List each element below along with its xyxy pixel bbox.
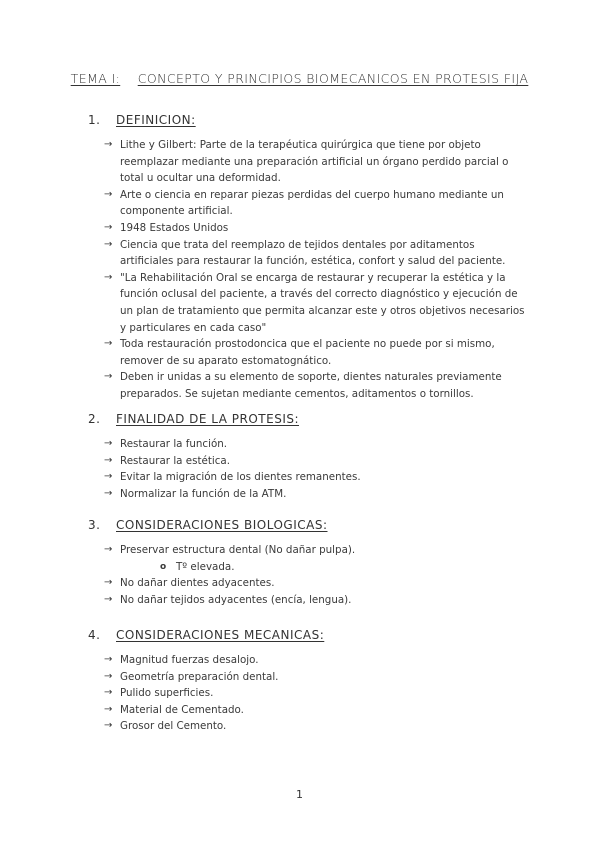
list-item: → Geometría preparación dental. bbox=[104, 669, 528, 686]
list-item: → 1948 Estados Unidos bbox=[104, 220, 528, 237]
sub-list-item: o Tº elevada. bbox=[160, 559, 528, 576]
section-title: FINALIDAD DE LA PROTESIS: bbox=[116, 412, 300, 426]
section-number: 3. bbox=[88, 518, 101, 532]
list-item: → Restaurar la función. bbox=[104, 436, 528, 453]
arrow-bullet-icon: → bbox=[104, 454, 113, 466]
section-number: 2. bbox=[88, 412, 101, 426]
list-item: → Pulido superficies. bbox=[104, 685, 528, 702]
list-item: → Lithe y Gilbert: Parte de la terapéutica quirúrgica que tiene por objeto reemplazar mediante una preparación artificial un órgano perdido parcial o total u ocultar una deformidad. bbox=[104, 139, 509, 185]
section-number: 4. bbox=[88, 628, 101, 642]
list-item: → Arte o ciencia en reparar piezas perdidas del cuerpo humano mediante un componente artificial. bbox=[104, 188, 504, 218]
definition-list bbox=[88, 137, 528, 403]
list-item: → Toda restauración prostodoncica que el paciente no puede por si mismo, remover de su aparato estomatognático. bbox=[104, 338, 495, 367]
list-item: → Ciencia que trata del reemplazo de tejidos dentales por aditamentos artificiales para restaurar la función, estética, confort y salud del paciente. bbox=[104, 238, 506, 268]
section-heading bbox=[88, 412, 528, 426]
section-title: CONSIDERACIONES MECANICAS: bbox=[116, 628, 325, 642]
arrow-bullet-icon: → bbox=[104, 654, 113, 665]
circle-bullet-icon: o bbox=[160, 561, 167, 572]
section-mecanicas bbox=[88, 628, 528, 735]
sub-list bbox=[120, 559, 528, 576]
arrow-bullet-icon: → bbox=[104, 438, 113, 449]
arrow-bullet-icon: → bbox=[104, 720, 113, 732]
list-item: → Grosor del Cemento. bbox=[104, 718, 528, 735]
section-heading bbox=[88, 628, 528, 642]
list-item: → Magnitud fuerzas desalojo. bbox=[104, 652, 528, 669]
arrow-bullet-icon: → bbox=[104, 687, 113, 699]
arrow-bullet-icon: → bbox=[104, 371, 113, 383]
arrow-bullet-icon: → bbox=[104, 338, 113, 350]
title-prefix: TEMA I: bbox=[70, 71, 121, 86]
arrow-bullet-icon: → bbox=[104, 271, 113, 283]
arrow-bullet-icon: → bbox=[104, 188, 113, 200]
list-item: → Evitar la migración de los dientes remanentes. bbox=[104, 469, 528, 486]
section-heading bbox=[88, 518, 528, 532]
section-title: DEFINICION: bbox=[116, 113, 196, 127]
section-title: CONSIDERACIONES BIOLOGICAS: bbox=[116, 518, 328, 532]
arrow-bullet-icon: → bbox=[104, 238, 113, 250]
arrow-bullet-icon: → bbox=[104, 471, 113, 483]
arrow-bullet-icon: → bbox=[104, 670, 113, 682]
document-title bbox=[0, 71, 599, 86]
arrow-bullet-icon: → bbox=[104, 139, 113, 150]
list-item: → Deben ir unidas a su elemento de soporte, dientes naturales previamente preparados. Se sujetan mediante cementos, aditamentos o tornillos. bbox=[104, 371, 502, 400]
section-number: 1. bbox=[88, 113, 101, 127]
list-item: → "La Rehabilitación Oral se encarga de restaurar y recuperar la estética y la función oclusal del paciente, a través del correcto diagnóstico y ejecución de un plan de tratamiento que permita alcanzar este y otros objetivos necesarios y particulares en cada caso" bbox=[104, 271, 525, 334]
arrow-bullet-icon: → bbox=[104, 703, 113, 715]
list-item: → Restaurar la estética. bbox=[104, 453, 528, 470]
biologicas-list bbox=[88, 542, 528, 608]
arrow-bullet-icon: → bbox=[104, 577, 113, 589]
list-item: → Normalizar la función de la ATM. bbox=[104, 486, 528, 503]
list-item: → No dañar tejidos adyacentes (encía, lengua). bbox=[104, 592, 528, 609]
section-finalidad bbox=[88, 412, 528, 502]
mecanicas-list bbox=[88, 652, 528, 735]
list-item: → Material de Cementado. bbox=[104, 702, 528, 719]
page-number: 1 bbox=[296, 788, 303, 801]
list-item: → No dañar dientes adyacentes. bbox=[104, 575, 528, 592]
title-text: CONCEPTO Y PRINCIPIOS BIOMECANICOS EN PROTESIS FIJA bbox=[137, 71, 529, 86]
arrow-bullet-icon: → bbox=[104, 593, 113, 605]
arrow-bullet-icon: → bbox=[104, 221, 113, 233]
finalidad-list bbox=[88, 436, 528, 502]
title-spacer bbox=[125, 71, 134, 86]
section-heading bbox=[88, 113, 528, 127]
section-biologicas bbox=[88, 518, 528, 608]
list-item: → Preservar estructura dental (No dañar pulpa). o Tº elevada. bbox=[104, 542, 528, 575]
arrow-bullet-icon: → bbox=[104, 544, 113, 555]
section-definicion bbox=[88, 113, 528, 403]
arrow-bullet-icon: → bbox=[104, 487, 113, 499]
